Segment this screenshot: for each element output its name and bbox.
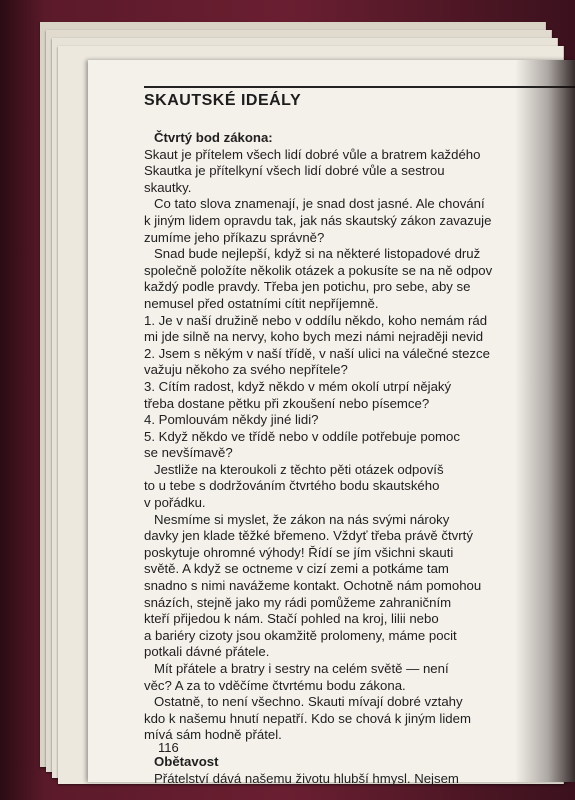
subheading: Obětavost [154,753,219,769]
text-line: Mít přátele a bratry i sestry na celém světě — není [154,661,449,676]
text-line: Ostatně, to není všechno. Skauti mívají dobré vztahy [154,694,463,710]
text-line: Skaut je přítelem všech lidí dobré vůle a bratrem každého [144,146,481,162]
page-number: 116 [158,740,179,755]
text-line: važuju někoho za svého nepřítele? [144,362,348,378]
text-line: 4. Pomlouvám někdy jiné lidi? [144,412,319,428]
text-line: kdo k našemu hnutí nepatří. Kdo se chová k jiným lidem [144,710,471,726]
text-line: věc? A za to vděčíme čtvrtému bodu zákona. [144,677,406,693]
text-line: kteří přijedou k nám. Stačí pohled na kroj, lilii nebo [144,611,439,627]
text-line: 5. Když někdo ve třídě nebo v oddíle potřebuje pomoc [144,428,460,444]
text-line: se nevšímavě? [144,445,233,461]
text-line: a bariéry cizoty jsou okamžitě prolomeny, máme pocit [144,627,457,643]
book-page [88,60,575,786]
text-line: mi jde silně na nervy, koho bych mezi námi nejraději nevid [144,329,484,345]
text-line: 3. Cítím radost, když někdo v mém okolí utrpí nějaký [144,378,452,394]
text-line: snázích, stejně jako my rádi pomůžeme zahraničním [144,594,452,610]
text-line: třeba dostane pětku při zkoušení nebo písemce? [144,395,430,411]
text-line: Co tato slova znamenají, je snad dost jasné. Ale chování [154,196,485,212]
text-line: skautky. [144,179,192,195]
subheading: Čtvrtý bod zákona: [154,130,273,145]
spacer [144,744,569,754]
text-line: zumíme jeho příkazu správně? [144,229,325,245]
text-line: 2. Jsem s někým v naší třídě, v naší ulici na válečné stezce [144,345,490,361]
text-line: v pořádku. [144,495,206,511]
text-line: 1. Je v naší družině nebo v oddílu někdo, koho nemám rád [144,312,488,328]
text-line: Skautka je přítelkyní všech lidí dobré vůle a sestrou [144,163,445,179]
text-line: k jiným lidem opravdu tak, jak nás skautský zákon zavazuje [144,212,492,228]
text-line: Nesmíme si myslet, že zákon na nás svými nároky [154,511,450,527]
text-line: nemusel před ostatními cítit nepříjemně. [144,295,379,311]
text-line: Jestliže na kteroukoli z těchto pěti otázek odpovíš [154,461,444,477]
text-line: poskytuje ohromné výhody! Řídí se jím všichni skauti [144,544,454,560]
text-line: společně položíte několik otázek a pokusíte se na ně odpov [144,262,493,278]
text-line: světě. A když se octneme v cizí zemi a potkáme tam [144,561,449,577]
text-line: potkali dávné přátele. [144,644,270,660]
text-line: Přátelství dává našemu životu hlubší hmysl. Nejsem [154,770,459,786]
header-rule [144,86,575,88]
section-title: SKAUTSKÉ IDEÁLY [144,92,302,109]
text-line: snadno s nimi navážeme kontakt. Ochotně nám pomohou [144,578,482,594]
text-line: davky jen klade těžké břemeno. Vždyť třeba právě čtvrtý [144,528,473,544]
text-line: to u tebe s dodržováním čtvrtého bodu skautského [144,478,440,494]
text-line: mívá sám hodně přátel. [144,727,282,743]
body-text [144,130,569,787]
text-line: každý podle pravdy. Třeba jen potichu, pro sebe, aby se [144,279,471,295]
text-line: Snad bude nejlepší, když si na některé listopadové druž [154,246,481,262]
